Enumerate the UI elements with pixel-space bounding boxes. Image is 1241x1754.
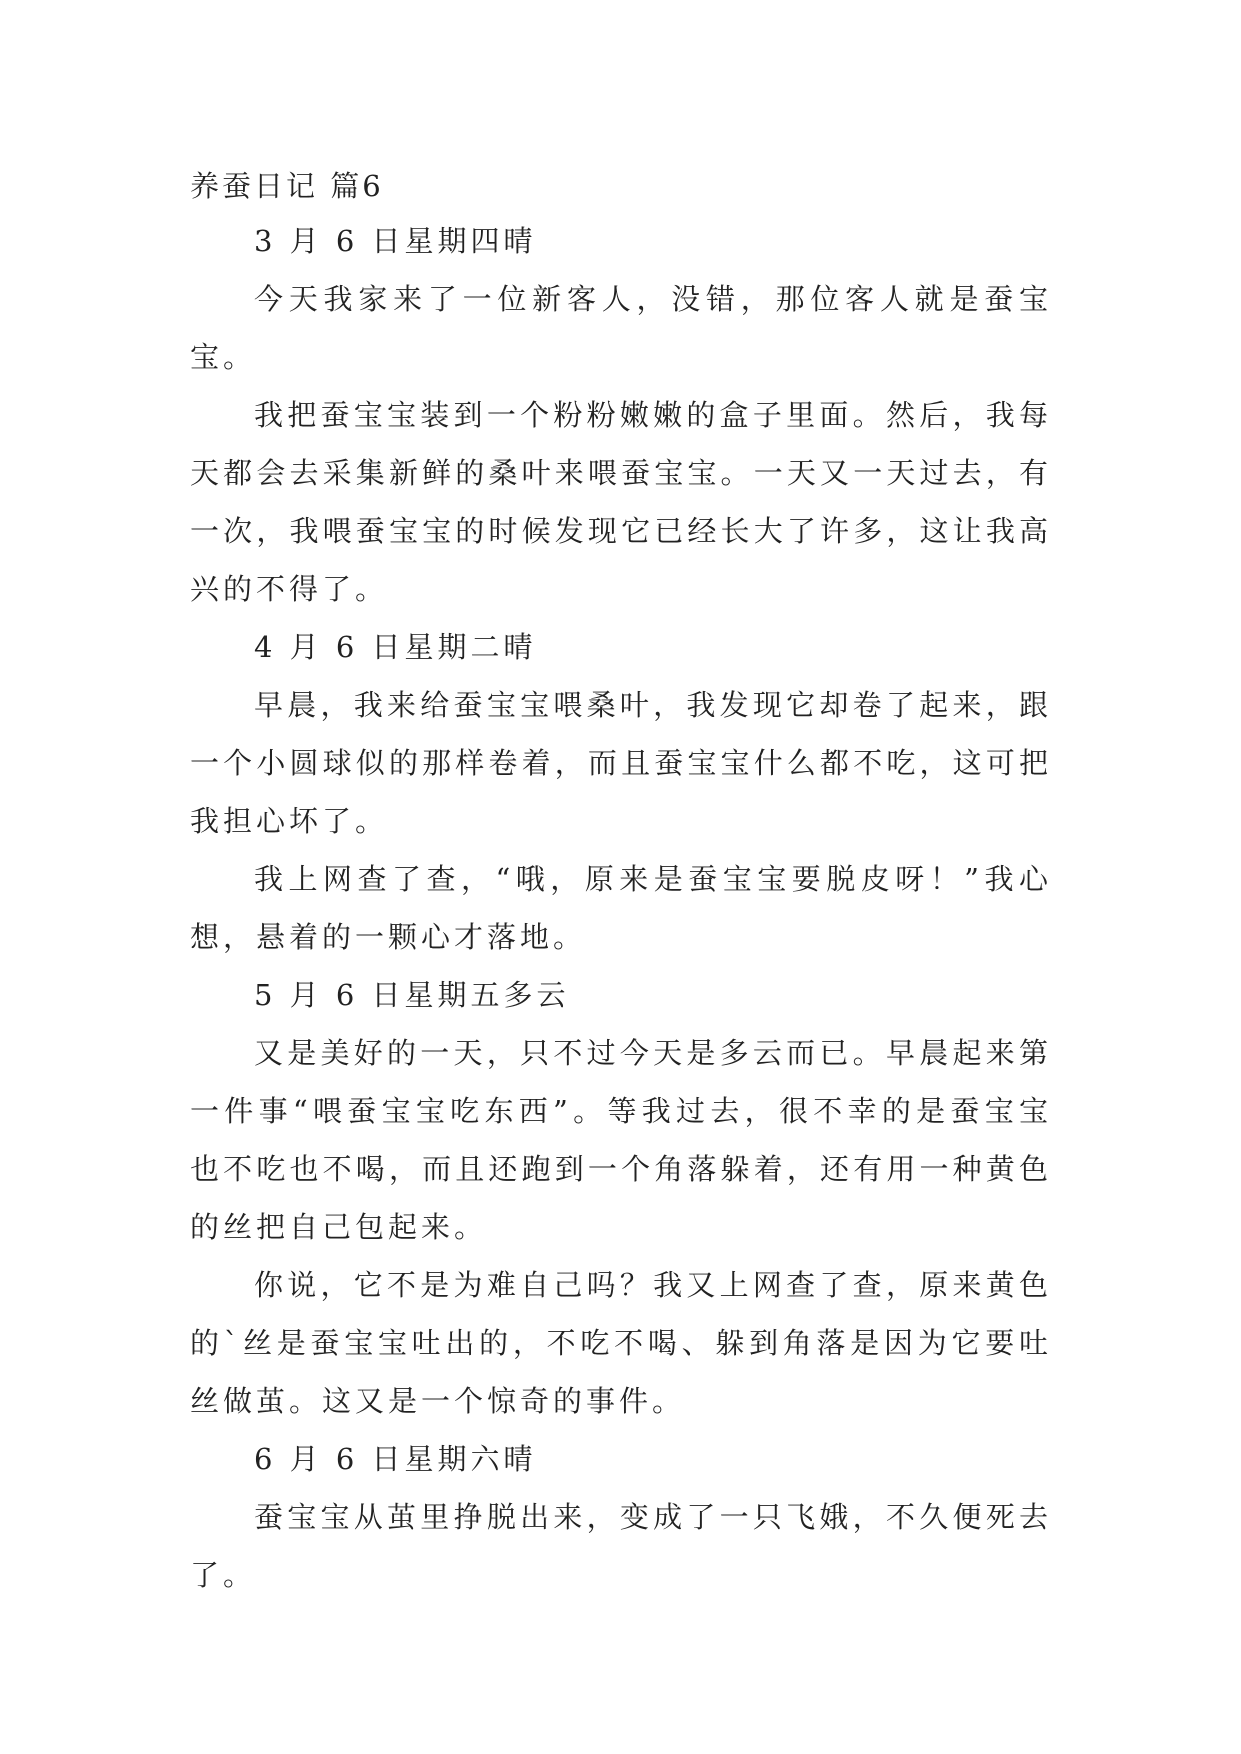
diary-entry-4 <box>190 1430 1052 1604</box>
entry-paragraph: 今天我家来了一位新客人，没错，那位客人就是蚕宝宝。 <box>190 282 1052 374</box>
entry-paragraph: 你说，它不是为难自己吗？我又上网查了查，原来黄色的`丝是蚕宝宝吐出的，不吃不喝、躲到角落是因为它要吐丝做茧。这又是一个惊奇的事件。 <box>190 1268 1052 1418</box>
diary-entry-3 <box>190 966 1052 1430</box>
document-title: 养蚕日记 篇6 <box>190 169 384 203</box>
entry-paragraph: 蚕宝宝从茧里挣脱出来，变成了一只飞娥，不久便死去了。 <box>190 1500 1052 1592</box>
entry-date: 5 月 6 日星期五多云 <box>254 978 570 1012</box>
entry-paragraph: 我把蚕宝宝装到一个粉粉嫩嫩的盒子里面。然后，我每天都会去采集新鲜的桑叶来喂蚕宝宝。一天又一天过去，有一次，我喂蚕宝宝的时候发现它已经长大了许多，这让我高兴的不得了。 <box>190 398 1052 606</box>
entry-date: 6 月 6 日星期六晴 <box>254 1442 537 1476</box>
diary-entry-2 <box>190 618 1052 966</box>
document-body <box>190 160 1052 1604</box>
entry-date: 3 月 6 日星期四晴 <box>254 224 537 258</box>
entry-date: 4 月 6 日星期二晴 <box>254 630 537 664</box>
entry-paragraph: 我上网查了查，“哦，原来是蚕宝宝要脱皮呀！”我心想，悬着的一颗心才落地。 <box>190 862 1052 954</box>
diary-entry-1 <box>190 212 1052 618</box>
entry-paragraph: 又是美好的一天，只不过今天是多云而已。早晨起来第一件事“喂蚕宝宝吃东西”。等我过去，很不幸的是蚕宝宝也不吃也不喝，而且还跑到一个角落躲着，还有用一种黄色的丝把自己包起来。 <box>190 1036 1052 1244</box>
entry-paragraph: 早晨，我来给蚕宝宝喂桑叶，我发现它却卷了起来，跟一个小圆球似的那样卷着，而且蚕宝宝什么都不吃，这可把我担心坏了。 <box>190 688 1052 838</box>
